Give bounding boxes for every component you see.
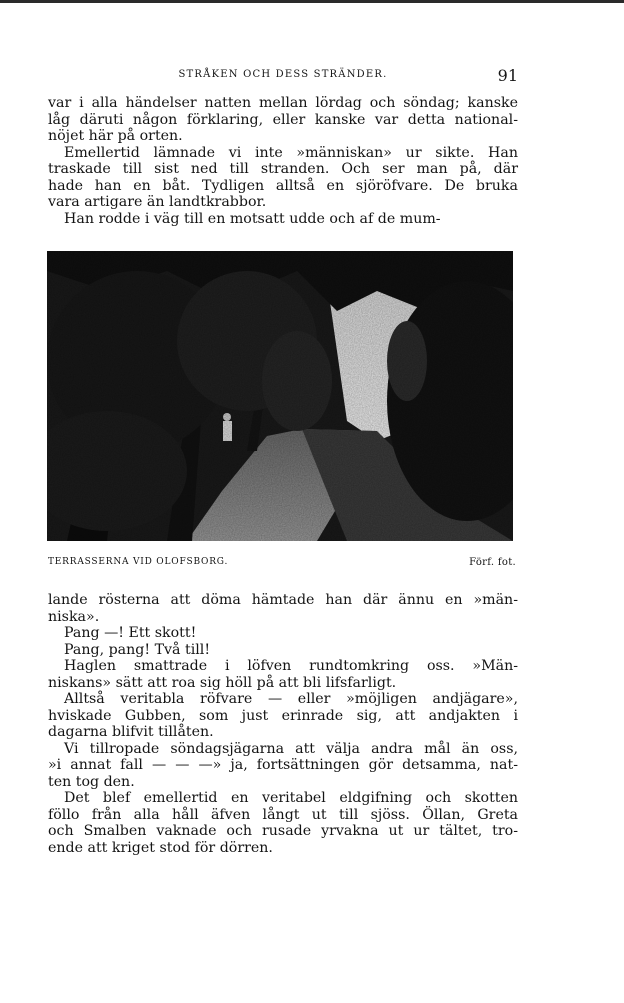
photo-terraces [47,251,513,541]
text-line: lande rösterna att döma hämtade han där ännu en »män- [48,592,518,608]
text-line: ende att kriget stod för dörren. [48,839,273,856]
text-line: Det blef emellertid en veritabel eldgifning och skotten [64,790,518,806]
page-top-rule [0,0,624,3]
text-line: Alltså veritabla röfvare — eller »möjligen andjägare», [64,691,518,707]
text-line: Haglen smattrade i löfven rundtomkring oss. »Män- [64,658,518,674]
photo-credit: Förf. fot. [469,557,516,568]
body-text-top [48,95,518,227]
text-line: Han rodde i väg till en motsatt udde och af de mum- [64,210,441,227]
text-line: hviskade Gubben, som just erinrade sig, att andjakten i [48,707,518,724]
text-line: ten tog den. [48,773,135,790]
page-number: 91 [497,66,518,85]
text-line: vara artigare än landtkrabbor. [48,194,267,210]
text-line: föllo från alla håll äfven långt ut till sjöss. Öllan, Greta [48,806,518,823]
text-line: niska». [48,608,100,625]
text-line: Vi tillropade söndagsjägarna att välja andra mål än oss, [64,740,518,757]
text-line: dagarna blifvit tillåten. [48,724,214,740]
caption-title: TERRASSERNA VID OLOFSBORG. [48,557,229,567]
text-line: Pang —! Ett skott! [64,625,197,641]
text-line: Emellertid lämnade vi inte »människan» ur sikte. Han [64,144,518,161]
text-line: Pang, pang! Två till! [64,641,211,658]
text-line: låg däruti någon förklaring, eller kanske var detta national- [48,111,518,128]
text-line: »i annat fall — — —» ja, fortsättningen gör detsamma, nat- [48,757,518,773]
text-line: var i alla händelser natten mellan lördag och söndag; kanske [48,95,518,111]
text-line: niskans» sätt att roa sig höll på att bli lifsfarligt. [48,674,397,691]
text-line: och Smalben vaknade och rusade yrvakna ut ur tältet, tro- [48,823,518,839]
running-title: STRÅKEN OCH DESS STRÄNDER. [178,69,388,80]
text-line: nöjet här på orten. [48,128,183,144]
text-line: hade han en båt. Tydligen alltså en sjöröfvare. De bruka [48,177,518,194]
text-line: traskade till sist ned till stranden. Och ser man på, där [48,161,518,177]
page-header [48,66,518,88]
body-text-bottom [48,592,518,856]
photo-caption [48,557,516,571]
